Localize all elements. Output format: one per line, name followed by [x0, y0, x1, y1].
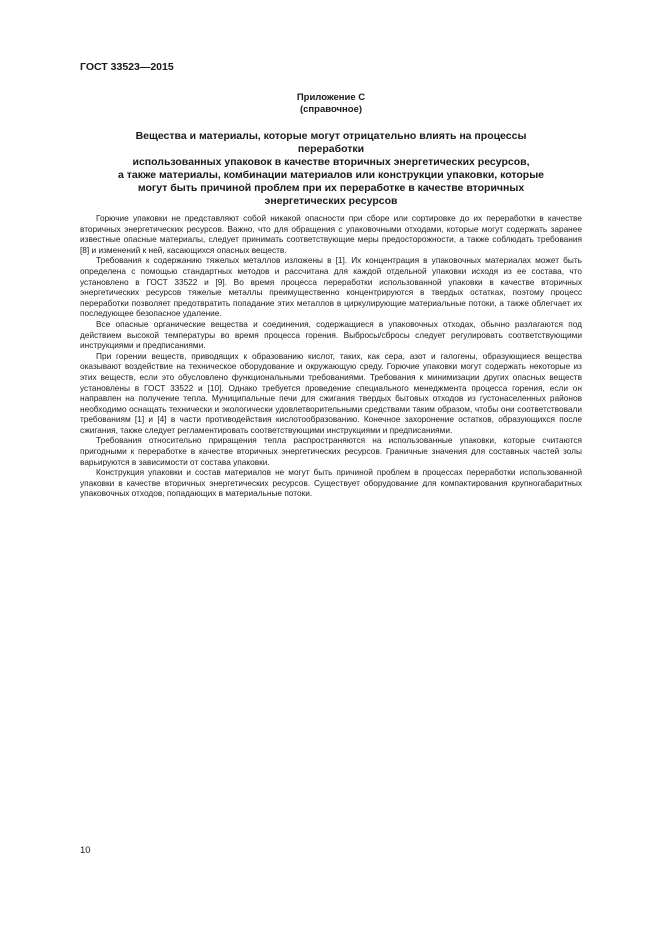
paragraph: При горении веществ, приводящих к образованию кислот, таких, как сера, азот и галогены, образующиеся вещества оказывают воздействие на техническое оборудование и окружающую среду. Горючие упаковки могут содержать некоторые из этих веществ, если это обусловлено функциональными требованиями. Требования к минимизации других опасных веществ установлены в ГОСТ 33522 и [10]. Однако требуется проведение специального менеджмента процесса горения, если он направлен на получение тепла. Муниципальные печи для сжигания твердых бытовых отходов из густонаселенных районов необходимо оснащать технически и экологически удовлетворительными средствами таким образом, чтобы они соответствовали требованиям [1] и [4] в части противодействия кислотообразованию. Конечное захоронение остатков, образующихся после сжигания, также следует регламентировать соответствующими инструкциями и предписаниями.: [80, 350, 582, 435]
title-line: Вещества и материалы, которые могут отрицательно влиять на процессы переработки: [135, 130, 527, 155]
annex-heading: [80, 92, 582, 116]
annex-note: (справочное): [299, 104, 363, 115]
paragraph: Требования к содержанию тяжелых металлов изложены в [1]. Их концентрация в упаковочных материалах может быть определена с помощью стандартных методов и рассчитана для каждой отдельной упаковки исходя из ее состава, что установлено в ГОСТ 33522 и [9]. Во время процесса переработки использованной упаковки в качестве вторичных энергетических ресурсов тяжелые металлы преимущественно концентрируются в твердых остатках, поэтому процесс переработки позволяет предотвратить попадание этих металлов в циркулирующие материальные потоки, а также облегчает их последующее безопасное удаление.: [80, 255, 582, 319]
title-line: использованных упаковок в качестве вторичных энергетических ресурсов,: [132, 156, 530, 168]
annex-label: Приложение С: [296, 92, 366, 103]
page-number: 10: [80, 845, 91, 856]
title-line: а также материалы, комбинации материалов или конструкции упаковки, которые: [117, 169, 545, 181]
paragraph: Конструкция упаковки и состав материалов не могут быть причиной проблем в процессах переработки использованной упаковки в качестве вторичных энергетических ресурсов. Существует оборудование для компактирования крупногабаритных упаковочных отходов, попадающих в материальные потоки.: [80, 467, 582, 499]
paragraph: Все опасные органические вещества и соединения, содержащиеся в упаковочных отходах, обычно разлагаются под действием высокой температуры во время процесса горения. Выбросы/сбросы следует регулировать соответствующими инструкциями и предписаниями.: [80, 318, 582, 351]
paragraph: Горючие упаковки не представляют собой никакой опасности при сборе или сортировке до их переработки в качестве вторичных энергетических ресурсов. Важно, что для обращения с упаковочными отходами, которые могут содержать заранее известные опасные материалы, следует принимать соответствующие меры предосторожности, а также соблюдать требования [8] и изменений к ней, касающихся опасных веществ.: [80, 213, 582, 255]
title-line: могут быть причиной проблем при их переработке в качестве вторичных: [137, 182, 525, 194]
annex-title: [105, 130, 557, 208]
standard-header: ГОСТ 33523—2015: [80, 61, 174, 73]
title-line: энергетических ресурсов: [264, 195, 398, 207]
body-text: [80, 213, 582, 499]
paragraph: Требования относительно приращения тепла распространяются на использованные упаковки, которые считаются пригодными к переработке в качестве вторичных энергетических ресурсов. Граничные значения для составных частей золы варьируются в зависимости от состава упаковки.: [80, 435, 582, 467]
